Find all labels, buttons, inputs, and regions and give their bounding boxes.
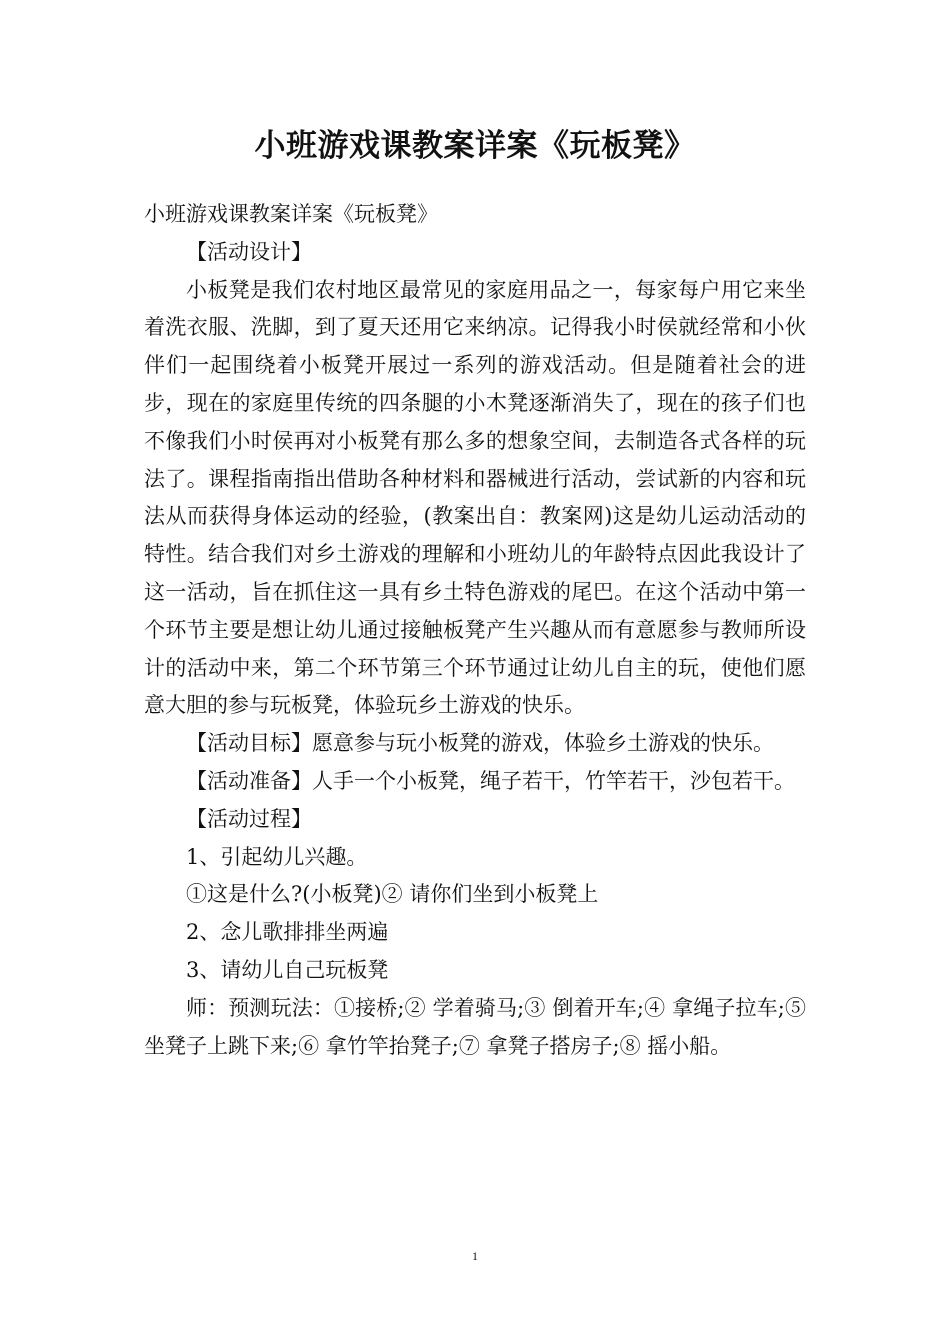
process-step-1: 1、引起幼儿兴趣。 [186,844,368,869]
section-heading-process: 【活动过程】 [186,806,312,831]
goal-paragraph: 【活动目标】愿意参与玩小板凳的游戏，体验乡土游戏的快乐。 [186,731,774,756]
page-number: 1 [472,1249,478,1263]
document-title: 小班游戏课教案详案《玩板凳》 [254,128,696,164]
section-heading-design: 【活动设计】 [186,239,312,264]
process-step-1-detail: ①这是什么?(小板凳)② 请你们坐到小板凳上 [186,882,599,907]
preparation-paragraph: 【活动准备】人手一个小板凳，绳子若干，竹竿若干，沙包若干。 [186,768,795,793]
process-step-3: 3、请幼儿自己玩板凳 [186,957,389,982]
document-body [144,196,806,1065]
design-paragraph: 小板凳是我们农村地区最常见的家庭用品之一，每家每户用它来坐着洗衣服、洗脚，到了夏天还用它来纳凉。记得我小时侯就经常和小伙伴们一起围绕着小板凳开展过一系列的游戏活动。但是随着社会的进步，现在的家庭里传统的四条腿的小木凳逐渐消失了，现在的孩子们也不像我们小时侯再对小板凳有那么多的想象空间，去制造各式各样的玩法了。课程指南指出借助各种材料和器械进行活动，尝试新的内容和玩法从而获得身体运动的经验，(教案出自：教案网)这是幼儿运动活动的特性。结合我们对乡土游戏的理解和小班幼儿的年龄特点因此我设计了这一活动，旨在抓住这一具有乡土特色游戏的尾巴。在这个活动中第一个环节主要是想让幼儿通过接触板凳产生兴趣从而有意愿参与教师所设计的活动中来，第二个环节第三个环节通过让幼儿自主的玩，使他们愿意大胆的参与玩板凳，体验玩乡土游戏的快乐。 [144,277,806,718]
process-step-2: 2、念儿歌排排坐两遍 [186,920,389,945]
teacher-predictions: 师：预测玩法：①接桥;② 学着骑马;③ 倒着开车;④ 拿绳子拉车;⑤ 坐凳子上跳下来;⑥ 拿竹竿抬凳子;⑦ 拿凳子搭房子;⑧ 摇小船。 [144,995,806,1058]
subtitle-line: 小班游戏课教案详案《玩板凳》 [144,202,438,226]
